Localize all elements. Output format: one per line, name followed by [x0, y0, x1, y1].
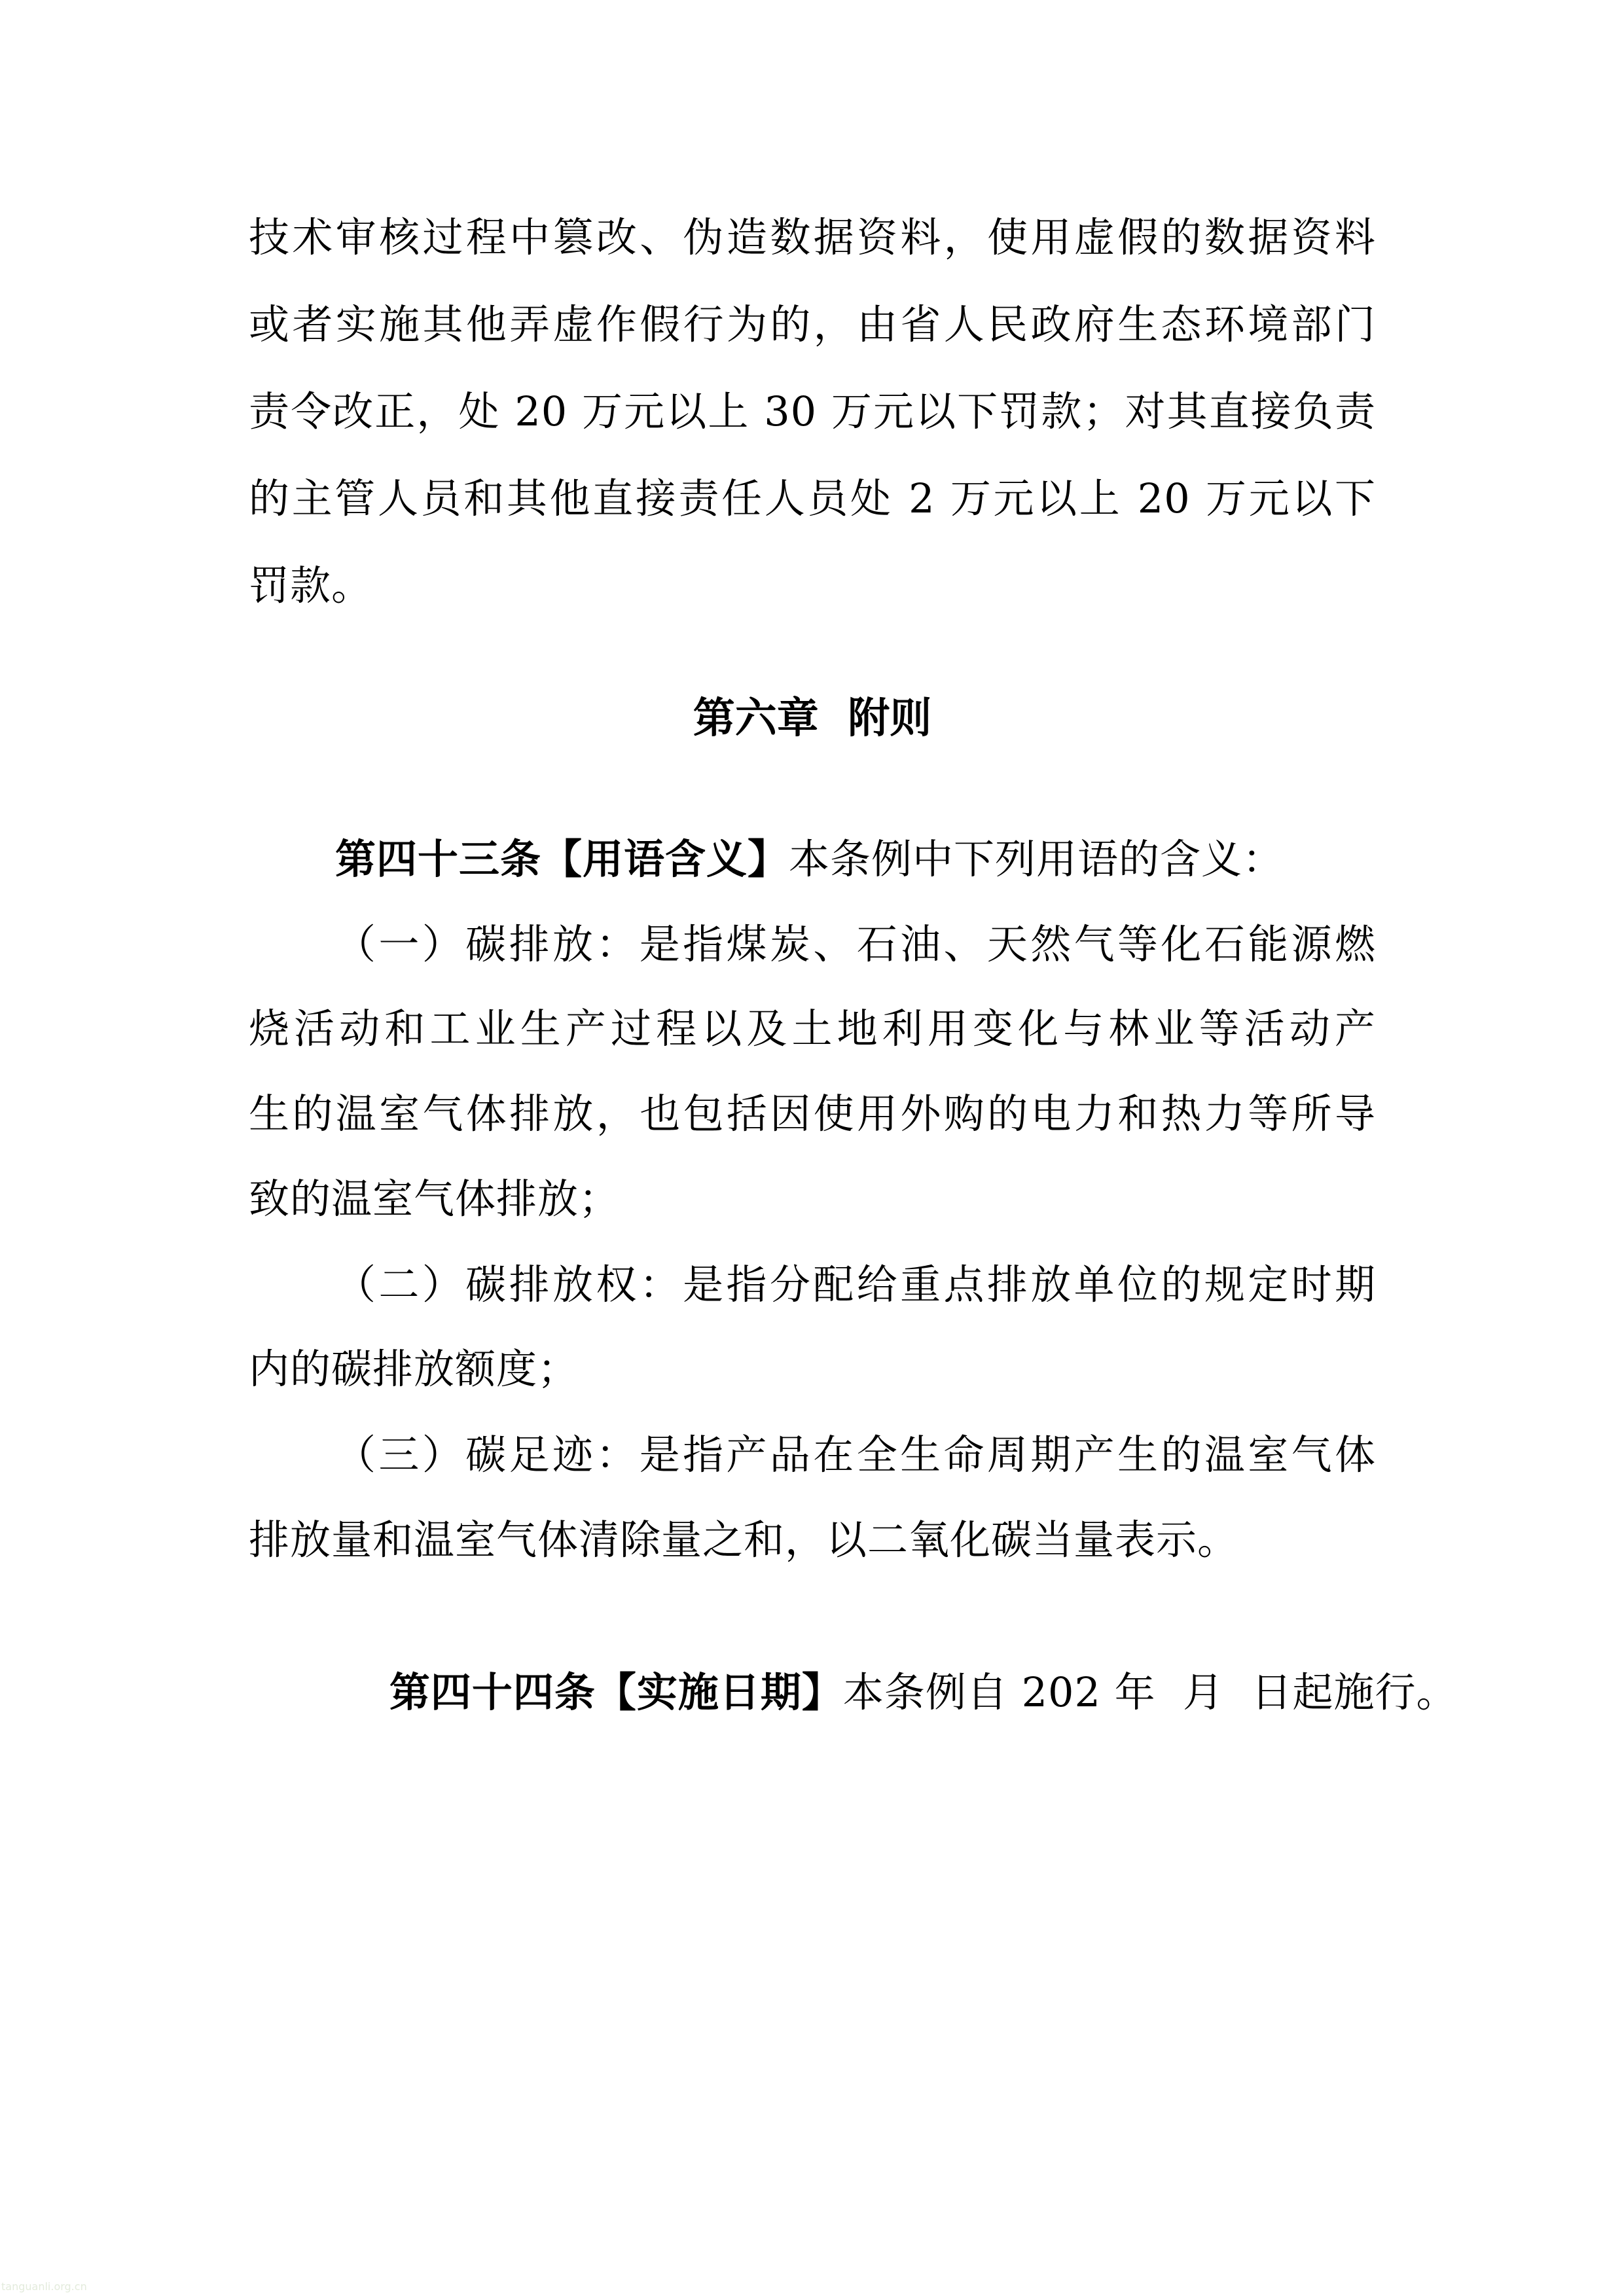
paragraph-line: 或者实施其他弄虚作假行为的，由省人民政府生态环境部门	[249, 300, 1376, 348]
article-43	[335, 833, 1376, 886]
article-44-number: 第四十四条	[389, 1668, 596, 1716]
watermark-text: tanguanli.org.cn	[1, 2280, 87, 2293]
article-44	[335, 1614, 1458, 1716]
definition-line: （二）碳排放权：是指分配给重点排放单位的规定时期	[335, 1261, 1376, 1308]
article-44-title: 【实施日期】	[595, 1668, 843, 1716]
definition-line: （三）碳足迹：是指产品在全生命周期产生的温室气体	[335, 1431, 1376, 1479]
definition-line: （一）碳排放：是指煤炭、石油、天然气等化石能源燃	[335, 920, 1376, 968]
definition-line: 排放量和温室气体清除量之和，以二氧化碳当量表示。	[249, 1516, 1239, 1564]
paragraph-line: 责令改正，处 20 万元以上 30 万元以下罚款；对其直接负责	[249, 387, 1376, 435]
chapter-heading: 第六章 附则	[693, 694, 932, 743]
definition-line: 生的温室气体排放，也包括因使用外购的电力和热力等所导	[249, 1090, 1376, 1138]
paragraph-line: 罚款。	[249, 562, 373, 609]
definition-line: 烧活动和工业生产过程以及土地利用变化与林业等活动产	[249, 1005, 1376, 1052]
definition-line: 致的温室气体排放；	[249, 1175, 621, 1223]
paragraph-line: 的主管人员和其他直接责任人员处 2 万元以上 20 万元以下	[249, 475, 1376, 522]
article-43-text: 本条例中下列用语的含义：	[789, 835, 1284, 883]
paragraph-line: 技术审核过程中篡改、伪造数据资料，使用虚假的数据资料	[249, 213, 1376, 261]
article-43-number: 第四十三条	[335, 835, 542, 883]
article-43-title: 【用语含义】	[541, 835, 789, 883]
definition-line: 内的碳排放额度；	[249, 1345, 579, 1393]
article-44-text: 本条例自 202 年 月 日起施行。	[842, 1668, 1458, 1716]
